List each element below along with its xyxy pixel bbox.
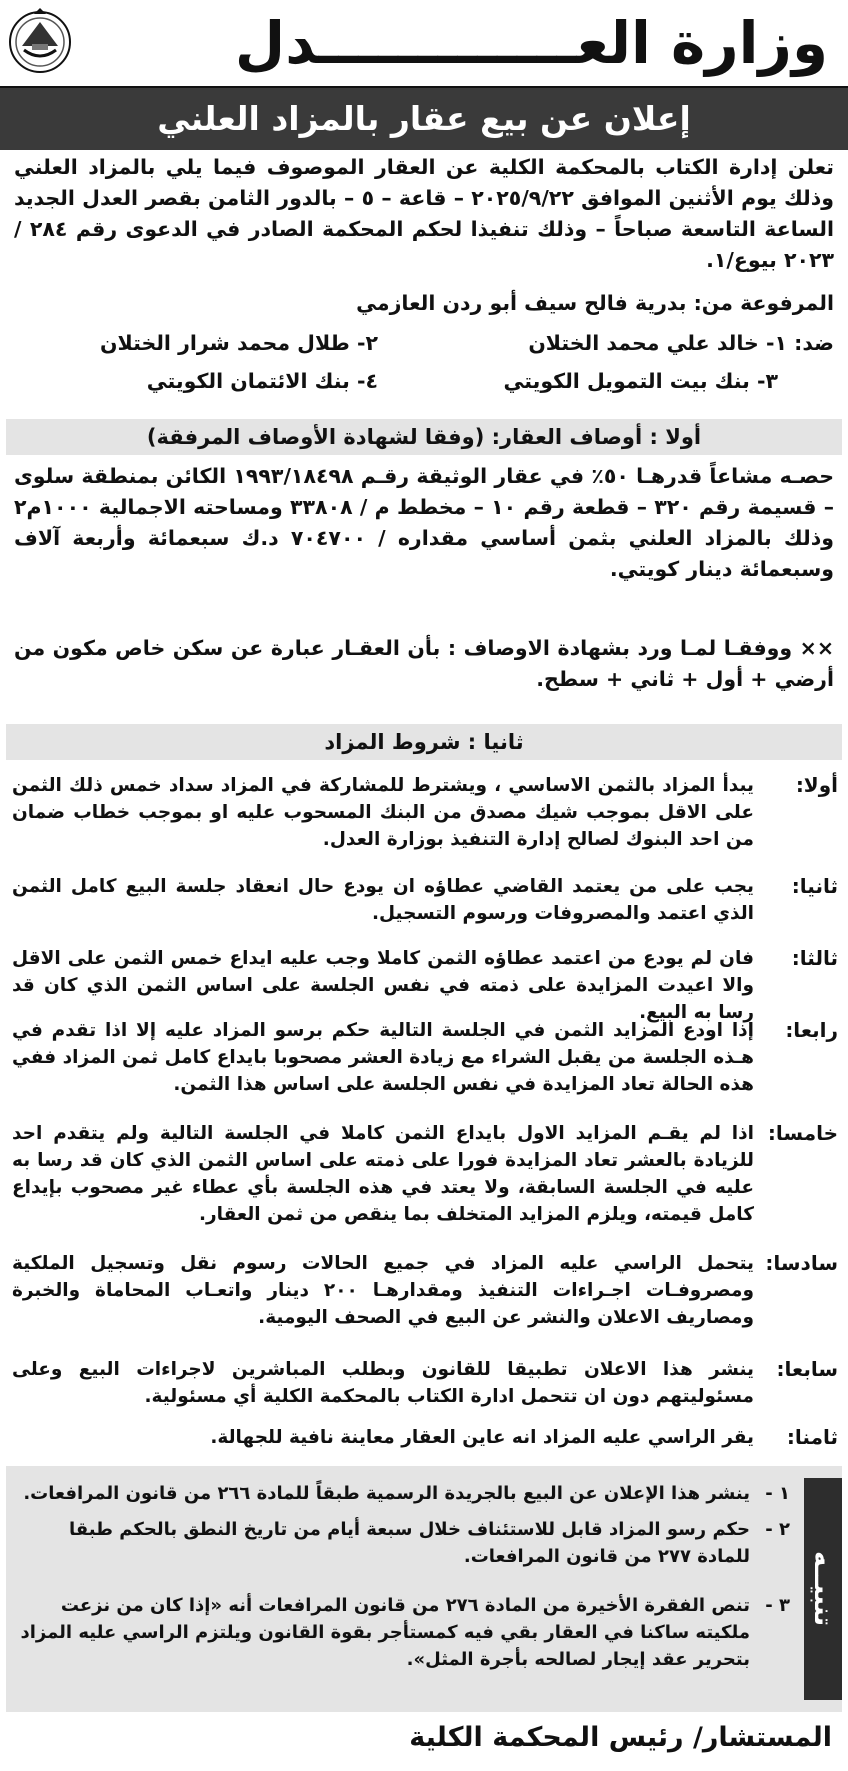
note-1: [16, 1480, 790, 1507]
condition-text: اذا لم يقـم المزايد الاول بايداع الثمن كاملا في الجلسة التالية ولم يتقدم احد للزيادة بالعشر تعاد المزايدة فورا على ذمته على اساس الثمن الذي كان قد رسا به عليه في الجلسة السابقة، ولا يعتد في هذه الجلسة بأي عطاء غير مصحوب بإيداع كامل قيمته، ويلزم المزايد المتخلف بما ينقص من ثمن العقار.: [12, 1123, 754, 1225]
condition-label: سادسا:: [765, 1251, 838, 1275]
defendant-3: ٣- بنك بيت التمويل الكويتي: [503, 369, 778, 393]
defendant-4: ٤- بنك الائتمان الكويتي: [146, 369, 378, 393]
condition-2: [12, 873, 838, 927]
note-text: ينشر هذا الإعلان عن البيع بالجريدة الرسمية طبقاً للمادة ٢٦٦ من قانون المرافعات.: [23, 1483, 750, 1504]
condition-label: سابعا:: [776, 1357, 838, 1381]
condition-text: يبدأ المزاد بالثمن الاساسي ، ويشترط للمشاركة في المزاد سداد خمس ذلك الثمن على الاقل بموجب شيك مصدق من البنك المسحوب عليه او بموجب خطاب ضمان من احد البنوك لصالح إدارة التنفيذ بوزارة العدل.: [12, 775, 754, 850]
condition-6: [12, 1250, 838, 1331]
plaintiff: المرفوعة من: بدرية فالح سيف أبو ردن العازمي: [356, 291, 834, 315]
defendant-2: ٢- طلال محمد شرار الختلان: [100, 331, 378, 355]
section-property-heading: أولا : أوصاف العقار: (وفقا لشهادة الأوصاف المرفقة): [6, 419, 842, 455]
condition-label: أولا:: [795, 773, 838, 797]
condition-3: [12, 945, 838, 1026]
condition-label: ثالثا:: [791, 946, 838, 970]
announcement-title: إعلان عن بيع عقار بالمزاد العلني: [0, 88, 848, 150]
note-number: ١ -: [765, 1483, 790, 1504]
condition-5: [12, 1120, 838, 1228]
condition-text: يقر الراسي عليه المزاد انه عاين العقار معاينة نافية للجهالة.: [210, 1427, 754, 1448]
condition-7: [12, 1356, 838, 1410]
property-note: ×× ووفقـا لمـا ورد بشهادة الاوصاف : بأن العقـار عبارة عن سكن خاص مكون من أرضي + أول + ثاني + سطح.: [14, 636, 834, 691]
condition-text: يتحمل الراسي عليه المزاد في جميع الحالات رسوم نقل وتسجيل الملكية ومصروفـات اجـراءات التنفيذ ومقدارهـا ٢٠٠ دينار واتعـاب المحاماة والخبرة ومصاريف الاعلان والنشر عن البيع في الصحف اليومية.: [12, 1253, 754, 1328]
condition-label: رابعا:: [785, 1018, 838, 1042]
condition-label: ثانيا:: [791, 874, 838, 898]
condition-4: [12, 1017, 838, 1098]
note-3: [16, 1592, 790, 1673]
condition-label: خامسا:: [767, 1121, 838, 1145]
notes-tab: تنبيــه: [804, 1478, 842, 1700]
note-text: تنص الفقرة الأخيرة من المادة ٢٧٦ من قانون المرافعات أنه «إذا كان من نزعت ملكيته ساكنا في العقار بقي فيه كمستأجر بقوة القانون ويلتزم الراسي عليه المزاد بتحرير عقد إيجار لصالحه بأجرة المثل».: [20, 1595, 750, 1670]
property-description: حصـه مشاعاً قدرهـا ٥٠٪ في عقار الوثيقة رقـم ١٩٩٣/١٨٤٩٨ الكائن بمنطقة سلوى – قسيمة رقم ٣٢٠ – قطعة رقم ١٠ – مخطط م / ٣٣٨٠٨ ومساحته الاجمالية ١٠٠٠م٢ وذلك بالمزاد العلني بثمن أساسي مقداره / ٧٠٤٧٠٠ د.ك سبعمائة وأربعة آلاف وسبعمائة دينار كويتي.: [14, 464, 834, 581]
signature: المستشار/ رئيس المحكمة الكلية: [409, 1722, 832, 1753]
ministry-name: وزارة العـــــــــــــدل: [234, 9, 828, 77]
condition-text: ينشر هذا الاعلان تطبيقا للقانون وبطلب المباشرين لاجراءات البيع وعلى مسئوليتهم دون ان تتحمل ادارة الكتاب بالمحكمة الكلية أي مسئولية.: [12, 1359, 754, 1407]
header: [0, 0, 848, 89]
note-number: ٣ -: [765, 1595, 790, 1616]
section-conditions-heading: ثانيا : شروط المزاد: [6, 724, 842, 760]
note-text: حكم رسو المزاد قابل للاستئناف خلال سبعة أيام من تاريخ النطق بالحكم طبقا للمادة ٢٧٧ من قانون المرافعات.: [68, 1519, 750, 1567]
note-number: ٢ -: [765, 1519, 790, 1540]
kuwait-emblem-icon: [8, 6, 72, 78]
condition-label: ثامنا:: [786, 1425, 838, 1449]
condition-text: فان لم يودع من اعتمد عطاؤه الثمن كاملا وجب عليه ايداع خمس الثمن على الاقل والا اعيدت المزايدة على ذمته في نفس الجلسة على اساس الثمن الذي كان قد رسا به البيع.: [12, 948, 754, 1023]
condition-8: [12, 1424, 838, 1451]
condition-text: إذا اودع المزايد الثمن في الجلسة التالية حكم برسو المزاد عليه إلا اذا تقدم في هـذه الجلسة من يقبل الشراء مع زيادة العشر مصحوبا بايداع كامل ثمن المزاد ففي هذه الحالة تعاد المزايدة في نفس الجلسة على اساس هذا الثمن.: [12, 1020, 754, 1095]
intro-paragraph: تعلن إدارة الكتاب بالمحكمة الكلية عن العقار الموصوف فيما يلي بالمزاد العلني وذلك يوم الأثنين الموافق ٢٠٢٥/٩/٢٢ – قاعة – ٥ – بالدور الثامن بقصر العدل الجديد الساعة التاسعة صباحاً – وذلك تنفيذا لحكم المحكمة الصادر في الدعوى رقم ٢٨٤ / ٢٠٢٣ بيوع/١.: [14, 155, 834, 272]
note-2: [16, 1516, 790, 1570]
condition-1: [12, 772, 838, 853]
defendant-1: ضد: ١- خالد علي محمد الختلان: [528, 331, 834, 355]
condition-text: يجب على من يعتمد القاضي عطاؤه ان يودع حال انعقاد جلسة البيع كامل الثمن الذي اعتمد والمصروفات ورسوم التسجيل.: [12, 876, 754, 924]
